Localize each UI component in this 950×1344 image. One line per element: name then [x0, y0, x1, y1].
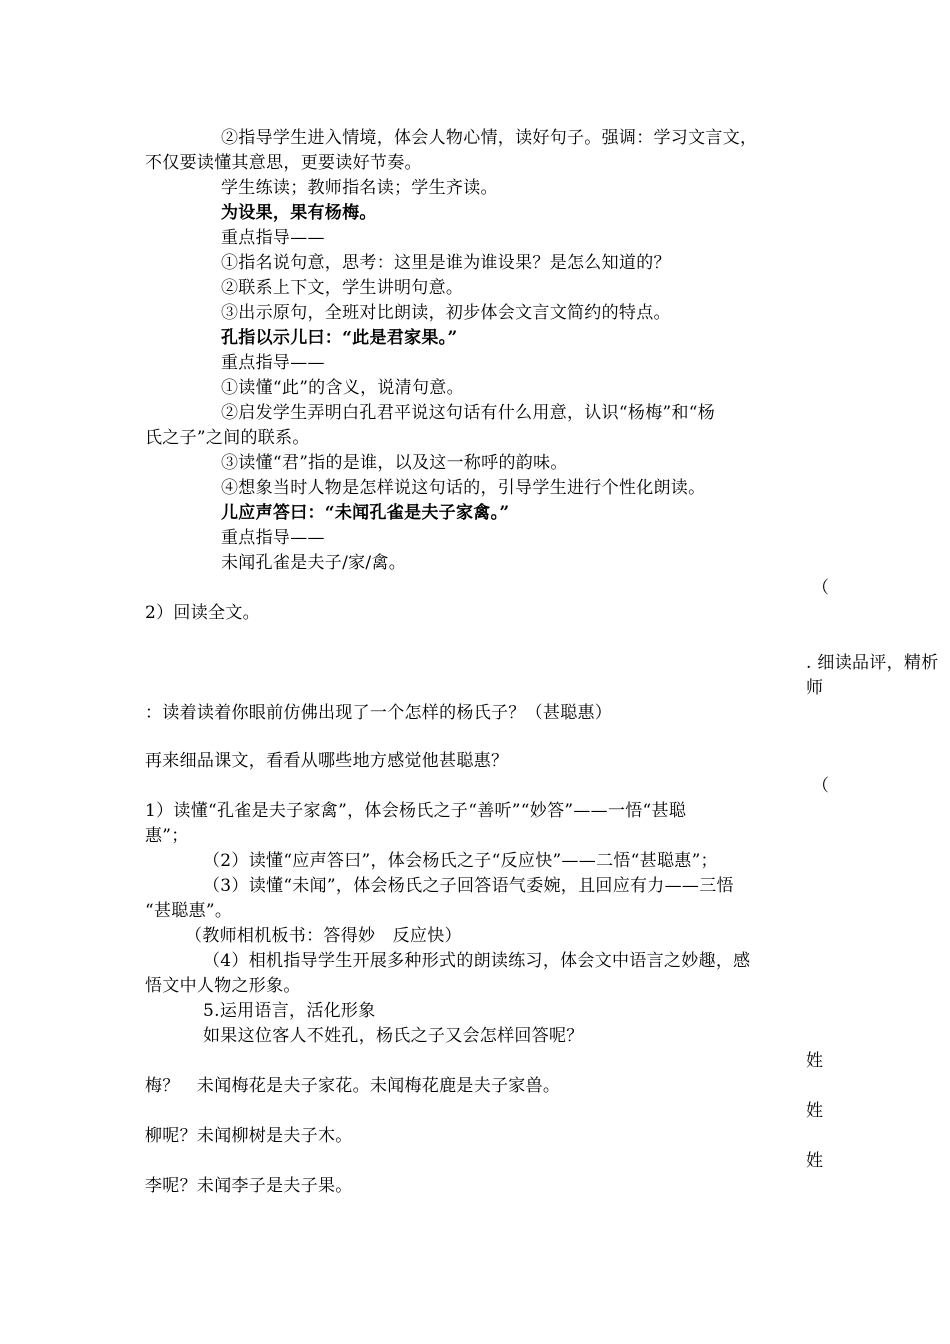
text-line: 2）回读全文。 [145, 603, 260, 623]
text-line: 李呢？未闻李子是夫子果。 [145, 1176, 353, 1196]
text-line: 未闻孔雀是夫子/家/禽。 [221, 553, 407, 573]
text-line: ②联系上下文，学生讲明句意。 [221, 278, 464, 298]
text-line: 悟文中人物之形象。 [145, 976, 301, 996]
bold-heading-line: 孔指以示儿曰：“此是君家果。” [221, 328, 458, 348]
text-line: （4）相机指导学生开展多种形式的朗读练习，体会文中语言之妙趣，感 [203, 951, 751, 971]
text-line: 5.运用语言，活化形象 [203, 1001, 376, 1021]
text-line: 梅？ 未闻梅花是夫子家花。未闻梅花鹿是夫子家兽。 [145, 1076, 561, 1096]
text-line: （ [812, 578, 830, 598]
text-line: 重点指导—— [221, 228, 325, 248]
text-line: ④想象当时人物是怎样说这句话的，引导学生进行个性化朗读。 [221, 478, 706, 498]
text-line: （3）读懂“未闻”，体会杨氏之子回答语气委婉，且回应有力——三悟 [203, 876, 734, 896]
text-line: 惠”； [145, 826, 189, 846]
text-line: . 细读品评，精析 [806, 653, 939, 673]
text-line: 姓 [806, 1051, 824, 1071]
text-line: ②指导学生进入情境，体会人物心情，读好句子。强调：学习文言文， [221, 128, 758, 148]
text-line: （2）读懂“应声答曰”，体会杨氏之子“反应快”——二悟“甚聪惠”； [203, 851, 718, 871]
text-line: 如果这位客人不姓孔，杨氏之子又会怎样回答呢？ [203, 1026, 584, 1046]
text-line: ①指名说句意，思考：这里是谁为谁设果？是怎么知道的？ [221, 253, 671, 273]
text-line: （ [812, 776, 830, 796]
text-line: 师 [806, 678, 824, 698]
text-line: ②启发学生弄明白孔君平说这句话有什么用意，认识“杨梅”和“杨 [221, 403, 716, 423]
text-line: ③读懂“君”指的是谁，以及这一称呼的韵味。 [221, 453, 568, 473]
text-line: 氏之子”之间的联系。 [145, 428, 310, 448]
text-line: 姓 [806, 1101, 824, 1121]
text-line: 1）读懂“孔雀是夫子家禽”，体会杨氏之子“善听”“妙答”——一悟“甚聪 [145, 801, 687, 821]
text-line: 重点指导—— [221, 528, 325, 548]
text-line: 柳呢？未闻柳树是夫子木。 [145, 1126, 353, 1146]
text-line: 重点指导—— [221, 353, 325, 373]
text-line: 不仅要读懂其意思，更要读好节奏。 [145, 153, 422, 173]
bold-heading-line: 儿应声答曰：“未闻孔雀是夫子家禽。” [221, 503, 510, 523]
text-line: （教师相机板书：答得妙 反应快） [185, 926, 462, 946]
text-line: 学生练读；教师指名读；学生齐读。 [221, 178, 498, 198]
text-line: ①读懂“此”的含义，说清句意。 [221, 378, 464, 398]
bold-heading-line: 为设果，果有杨梅。 [221, 203, 377, 223]
text-line: “甚聪惠”。 [145, 901, 233, 921]
text-line: ③出示原句，全班对比朗读，初步体会文言文简约的特点。 [221, 303, 671, 323]
text-line: 再来细品课文，看看从哪些地方感觉他甚聪惠？ [145, 751, 509, 771]
text-line: 姓 [806, 1151, 824, 1171]
text-line: ：读着读着你眼前仿佛出现了一个怎样的杨氏子？（甚聪惠） [145, 703, 613, 723]
